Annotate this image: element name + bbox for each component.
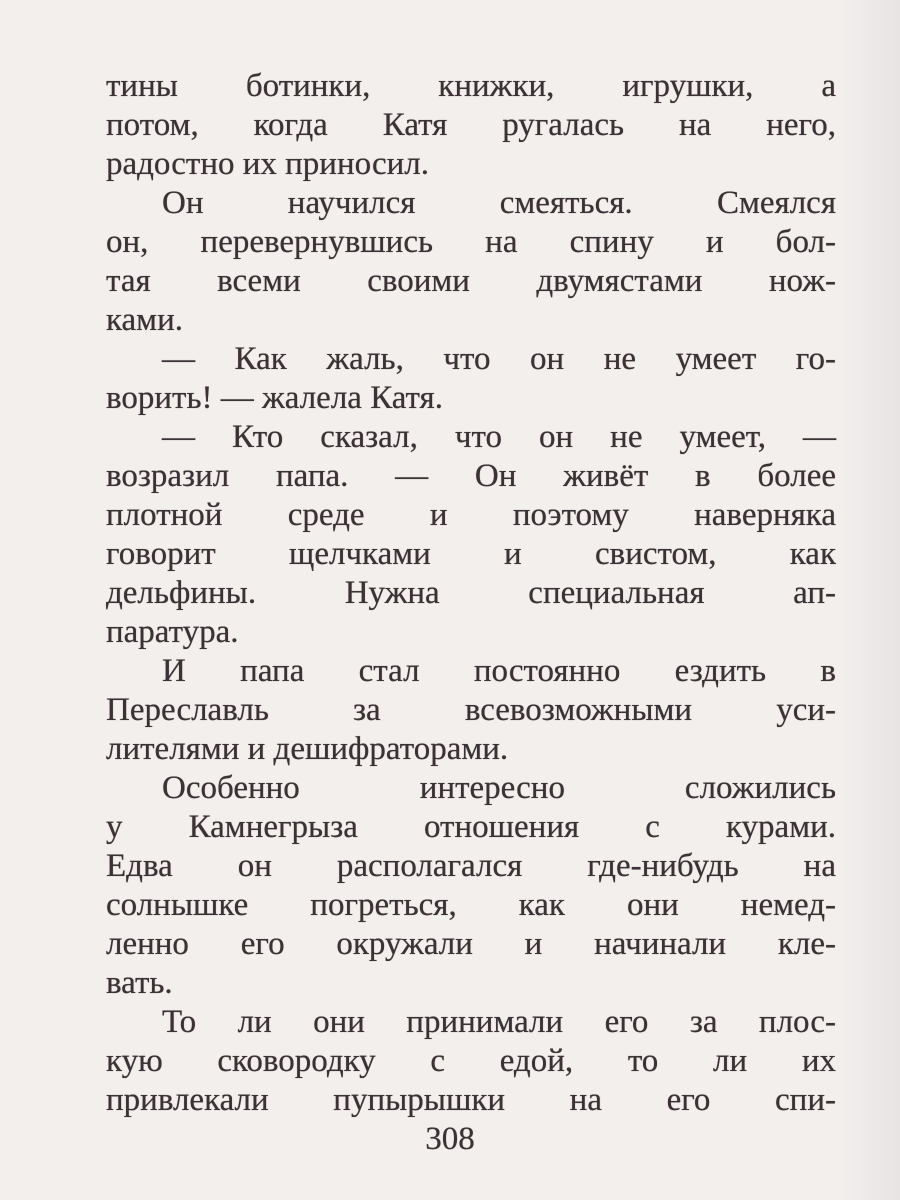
- text-line: Особенно интересно сложились: [162, 770, 836, 806]
- text-line: потом, когда Катя ругалась на него,: [106, 107, 836, 143]
- text-line: говорит щелчками и свистом, как: [106, 536, 836, 572]
- text-line: радостно их приносил.: [106, 146, 429, 182]
- text-line: плотной среде и поэтому наверняка: [106, 497, 836, 533]
- text-line: — Кто сказал, что он не умеет, —: [162, 419, 836, 455]
- text-line: тины ботинки, книжки, игрушки, а: [106, 68, 836, 104]
- text-line: тая всеми своими двумястами нож-: [106, 263, 836, 299]
- text-line: ленно его окружали и начинали кле-: [106, 926, 836, 962]
- text-line: вать.: [106, 965, 173, 1001]
- text-line: ками.: [106, 302, 183, 338]
- text-line: солнышке погреться, как они немед-: [106, 887, 836, 923]
- text-line: Едва он располагался где-нибудь на: [106, 848, 836, 884]
- text-line: — Как жаль, что он не умеет го-: [162, 341, 836, 377]
- page-number: 308: [425, 1121, 475, 1157]
- page-edge-shadow: [840, 0, 900, 1200]
- text-line: он, перевернувшись на спину и бол-: [106, 224, 836, 260]
- text-line: То ли они принимали его за плос-: [162, 1004, 836, 1040]
- text-line: Переславль за всевозможными уси-: [106, 692, 836, 728]
- text-line: паратура.: [106, 614, 239, 650]
- text-line: дельфины. Нужна специальная ап-: [106, 575, 836, 611]
- text-line: Он научился смеяться. Смеялся: [162, 185, 836, 221]
- text-line: возразил папа. — Он живёт в более: [106, 458, 836, 494]
- text-line: кую сковородку с едой, то ли их: [106, 1043, 836, 1079]
- text-line: лителями и дешифраторами.: [106, 731, 509, 767]
- text-line: И папа стал постоянно ездить в: [162, 653, 836, 689]
- text-line: привлекали пупырышки на его спи-: [106, 1082, 836, 1118]
- text-line: ворить! — жалела Катя.: [106, 380, 443, 416]
- book-page-text: [106, 67, 836, 1120]
- text-line: у Камнегрыза отношения с курами.: [106, 809, 836, 845]
